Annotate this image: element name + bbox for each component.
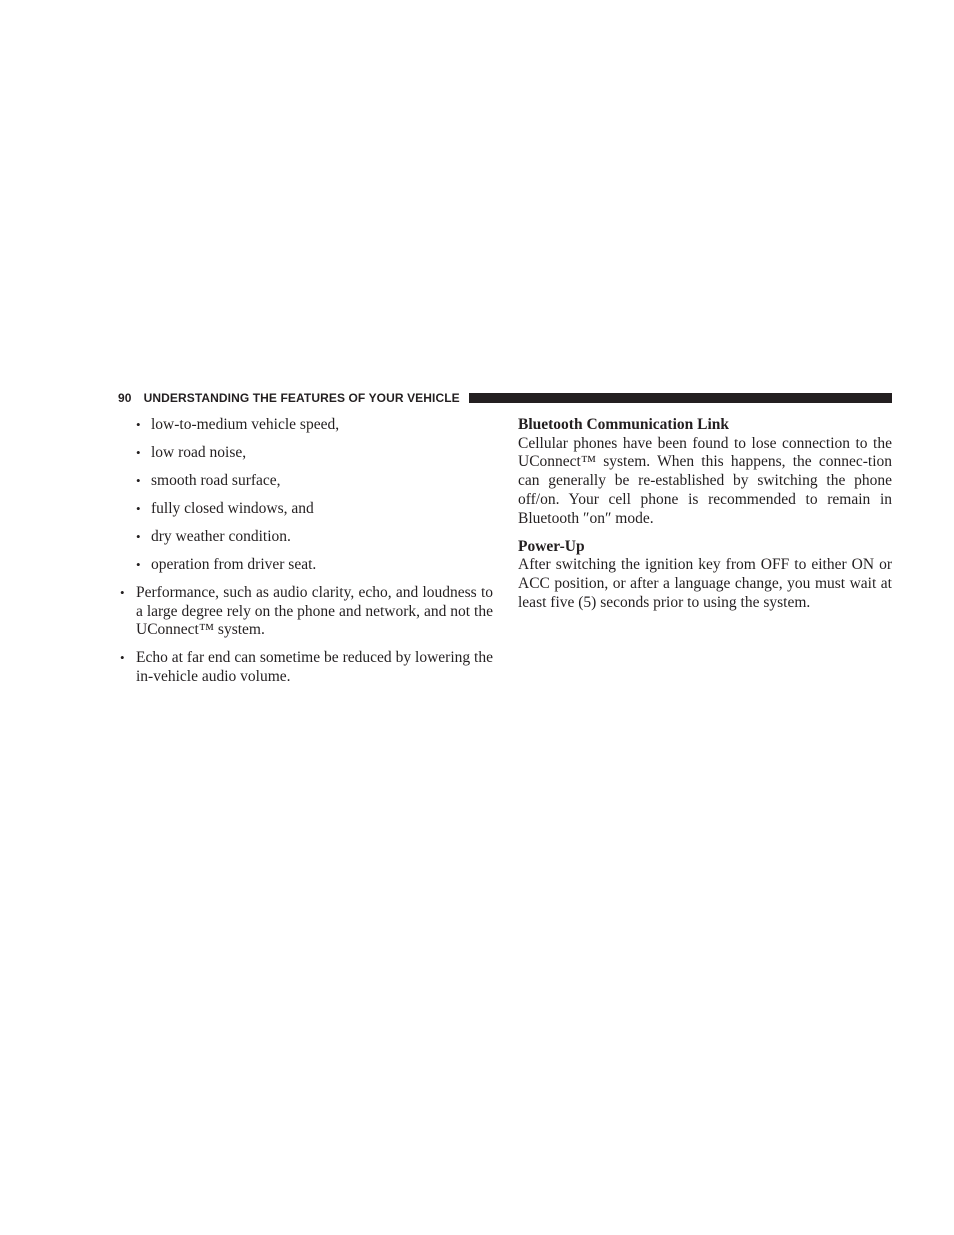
list-item-text: fully closed windows, and	[151, 500, 314, 517]
page-number: 90	[118, 391, 132, 405]
left-column	[118, 416, 493, 696]
list-item	[118, 472, 493, 491]
list-item	[118, 416, 493, 435]
list-item-text: Echo at far end can sometime be reduced by lowering the in-vehicle audio volume.	[136, 649, 493, 686]
section-body: Cellular phones have been found to lose connection to the UConnect™ system. When this happens, the connec-tion can generally be re-established by switching the phone off/on. Your cell phone is recommended to remain in Bluetooth ″on″ mode.	[518, 434, 892, 527]
bullet-icon: •	[136, 529, 141, 544]
list-item	[118, 528, 493, 547]
page-header	[118, 389, 892, 407]
right-column	[518, 416, 892, 622]
bullet-icon: •	[120, 650, 125, 666]
bullet-icon: •	[136, 557, 141, 572]
list-item	[118, 556, 493, 575]
bullet-icon: •	[120, 585, 125, 600]
condition-sub-list	[118, 416, 493, 575]
list-item-text: low-to-medium vehicle speed,	[151, 416, 340, 433]
bullet-icon: •	[136, 417, 141, 432]
bluetooth-link-section	[518, 416, 892, 528]
section-body: After switching the ignition key from OFF to either ON or ACC position, or after a language change, you must wait at least five (5) seconds prior to using the system.	[518, 556, 892, 611]
list-item	[118, 500, 493, 519]
bullet-icon: •	[136, 473, 141, 488]
header-rule	[469, 393, 892, 403]
list-item	[118, 584, 493, 640]
list-item	[118, 444, 493, 463]
section-title: UNDERSTANDING THE FEATURES OF YOUR VEHICLE	[143, 391, 460, 405]
power-up-section	[518, 538, 892, 613]
main-bullet-list	[118, 584, 493, 687]
bullet-icon: •	[136, 501, 141, 516]
list-item	[118, 649, 493, 686]
bullet-icon: •	[136, 445, 141, 460]
list-item-text: Performance, such as audio clarity, echo, and loudness to a large degree rely on the phone and network, and not the UConnect™ system.	[136, 584, 493, 639]
section-heading: Power-Up	[518, 537, 585, 555]
list-item-text: operation from driver seat.	[151, 556, 317, 573]
list-item-text: smooth road surface,	[151, 472, 281, 489]
list-item-text: dry weather condition.	[151, 528, 291, 545]
list-item-text: low road noise,	[151, 444, 247, 461]
section-heading: Bluetooth Communication Link	[518, 416, 730, 433]
